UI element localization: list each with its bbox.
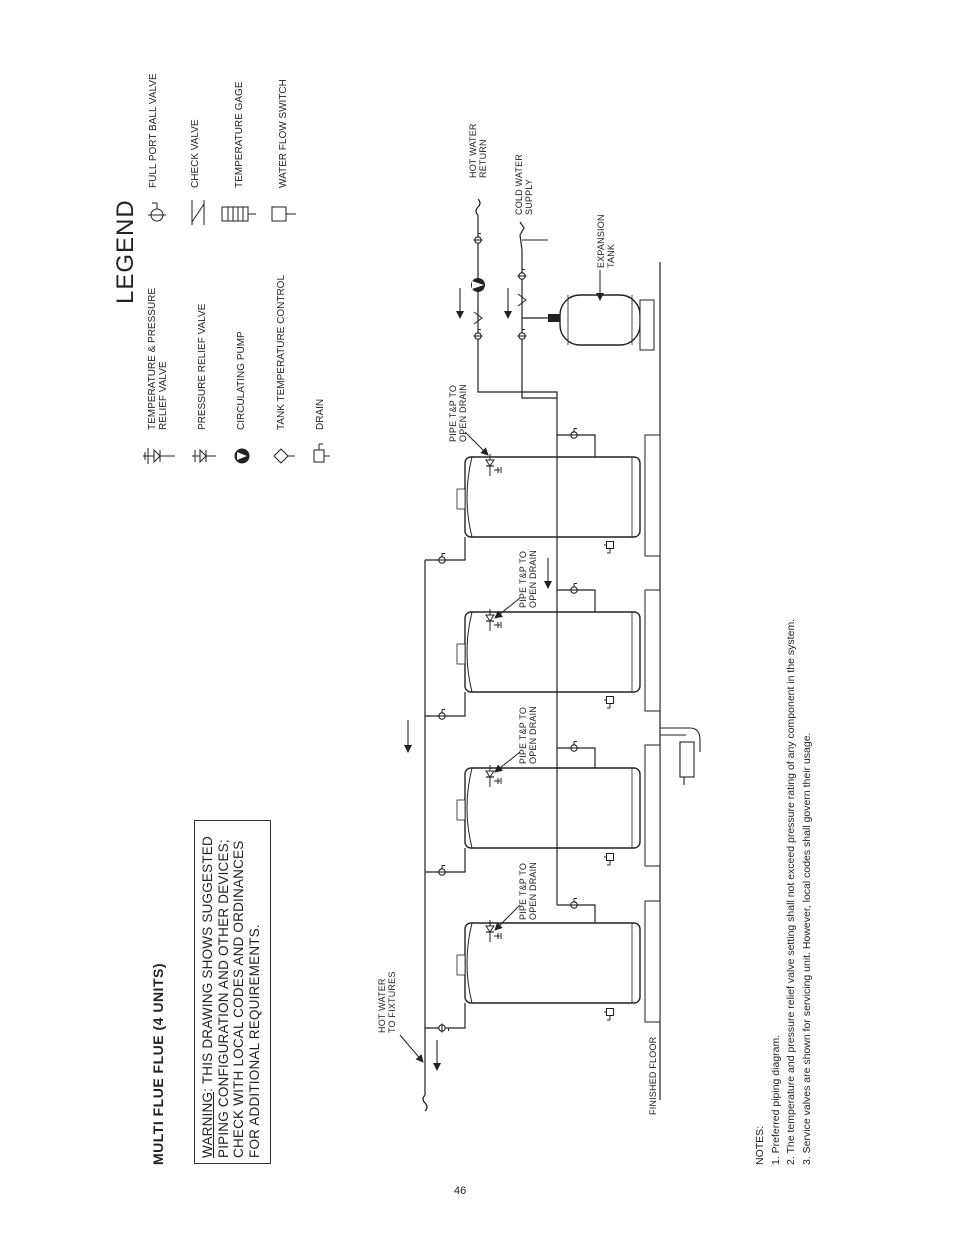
legend-label-flow-switch: WATER FLOW SWITCH [278, 79, 289, 188]
expansion-tank [548, 295, 654, 350]
legend-label-check-valve: CHECK VALVE [190, 119, 201, 188]
warning-line-4: FOR ADDITIONAL REQUIREMENTS. [246, 924, 262, 1158]
water-heater-1 [457, 923, 640, 1003]
water-heater-3 [457, 612, 640, 692]
label-hot-water-return: HOT WATER RETURN [468, 123, 488, 178]
label-hot-water-fixtures: HOT WATER TO FIXTURES [377, 971, 397, 1033]
legend-label-circulating-pump: CIRCULATING PUMP [236, 331, 247, 430]
water-heater-4 [457, 457, 640, 537]
check-valve-icon [192, 200, 204, 225]
pressure-relief-valve-icon [192, 450, 216, 462]
notes-block [753, 619, 815, 1165]
label-tp-drain-4: PIPE T&P TO OPEN DRAIN [448, 383, 468, 442]
note-1: 1. Preferred piping diagram. [769, 1034, 782, 1165]
warning-line-3: CHECK WITH LOCAL CODES AND ORDINANCES [231, 840, 246, 1158]
label-cold-water-supply: COLD WATER SUPPLY [514, 153, 534, 215]
water-heater-2 [457, 768, 640, 848]
legend-label-ball-valve: FULL PORT BALL VALVE [148, 73, 159, 188]
label-tp-drain-2: PIPE T&P TO OPEN DRAIN [518, 705, 538, 764]
ball-valve-icon [148, 203, 166, 221]
drain-icon [314, 444, 330, 462]
note-3: 3. Service valves are shown for servicing unit. However, local codes shall govern their usage. [800, 732, 813, 1165]
temperature-gage-icon [222, 207, 256, 221]
water-flow-switch-icon [272, 207, 296, 221]
legend-title: LEGEND [112, 199, 139, 304]
warning-text [200, 836, 262, 1158]
legend-label-tank-temp-control: TANK TEMPERATURE CONTROL [276, 274, 287, 430]
heater-base-2 [645, 745, 660, 866]
heater-base-3 [645, 590, 660, 711]
label-finished-floor: FINISHED FLOOR [648, 1036, 658, 1115]
notes-heading: NOTES: [754, 1125, 766, 1165]
legend-label-temp-gage: TEMPERATURE GAGE [234, 81, 245, 188]
legend-label-pressure-relief: PRESSURE RELIEF VALVE [197, 303, 208, 430]
label-tp-drain-3: PIPE T&P TO OPEN DRAIN [518, 549, 538, 608]
warning-line-1: : THIS DRAWING SHOWS SUGGESTED [200, 836, 215, 1092]
tank-temperature-control-icon [274, 449, 288, 463]
warning-line-2: PIPING CONFIGURATION AND OTHER DEVICES; [215, 839, 231, 1158]
page-number: 46 [454, 1185, 467, 1197]
note-2: 2. The temperature and pressure relief valve setting shall not exceed pressure rating of any component in the system. [785, 618, 797, 1165]
legend-label-drain: DRAIN [315, 398, 326, 430]
legend-label-tp-relief: TEMPERATURE & PRESSURE RELIEF VALVE [147, 287, 169, 430]
warning-label: WARNING [200, 1091, 215, 1158]
label-expansion-tank: EXPANSION TANK [596, 214, 616, 268]
tp-relief-valve-icon [143, 448, 175, 464]
heater-base-4 [645, 435, 660, 556]
label-tp-drain-1: PIPE T&P TO OPEN DRAIN [518, 861, 538, 920]
flue-connector [660, 728, 700, 785]
page-title: MULTI FLUE FLUE (4 UNITS) [150, 963, 166, 1165]
heater-base-1 [645, 901, 660, 1022]
